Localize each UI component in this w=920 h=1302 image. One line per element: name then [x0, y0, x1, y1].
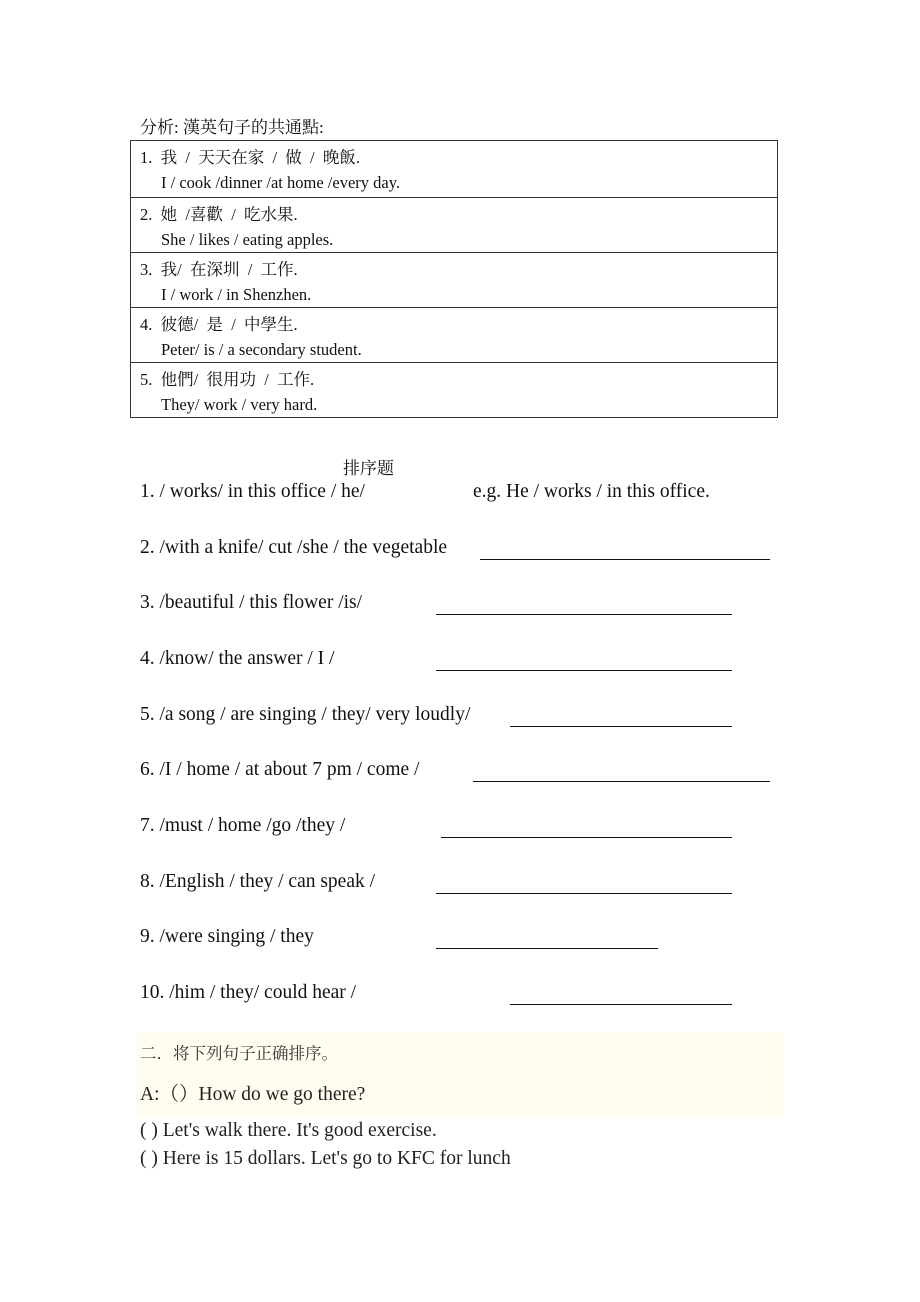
table-row [131, 141, 777, 197]
analysis-title: 分析: 漢英句子的共通點: [140, 118, 324, 137]
table-row [131, 252, 777, 307]
sorting-item: 4. /know/ the answer / I / [140, 648, 335, 669]
analysis-table [130, 140, 778, 418]
answer-blank[interactable] [436, 670, 732, 671]
table-row [131, 362, 777, 417]
english-sentence: I / work / in Shenzhen. [161, 285, 312, 304]
sorting-item: 2. /with a knife/ cut /she / the vegetable [140, 537, 448, 558]
table-row [131, 197, 777, 252]
sorting-item: 3. /beautiful / this flower /is/ [140, 592, 363, 613]
sorting-item: 6. /I / home / at about 7 pm / come / [140, 759, 420, 780]
sorting-item: 7. /must / home /go /they / [140, 815, 346, 836]
chinese-sentence: 5. 他們/ 很用功 / 工作. [140, 370, 315, 389]
dialogue-line: A:（）How do we go there? [140, 1084, 366, 1105]
table-row [131, 307, 777, 362]
english-sentence: She / likes / eating apples. [161, 230, 334, 249]
chinese-sentence: 4. 彼德/ 是 / 中學生. [140, 315, 298, 334]
answer-blank[interactable] [480, 559, 770, 560]
english-sentence: I / cook /dinner /at home /every day. [161, 173, 401, 192]
sorting-item: 9. /were singing / they [140, 926, 314, 947]
answer-blank[interactable] [441, 837, 732, 838]
answer-blank[interactable] [473, 781, 770, 782]
english-sentence: They/ work / very hard. [161, 395, 318, 414]
answer-blank[interactable] [436, 614, 732, 615]
chinese-sentence: 2. 她 /喜歡 / 吃水果. [140, 205, 298, 224]
dialogue-line: ( ) Let's walk there. It's good exercise. [140, 1120, 437, 1141]
sorting-item: 5. /a song / are singing / they/ very loudly/ [140, 704, 471, 725]
sorting-item: 1. / works/ in this office / he/ [140, 481, 365, 502]
sorting-item: 8. /English / they / can speak / [140, 871, 376, 892]
sorting-example: e.g. He / works / in this office. [473, 481, 710, 502]
sorting-title: 排序题 [343, 459, 394, 478]
answer-blank[interactable] [436, 893, 732, 894]
section2-title: 二．将下列句子正确排序。 [140, 1044, 338, 1063]
answer-blank[interactable] [436, 948, 658, 949]
dialogue-line: ( ) Here is 15 dollars. Let's go to KFC for lunch [140, 1148, 511, 1169]
sorting-item: 10. /him / they/ could hear / [140, 982, 357, 1003]
answer-blank[interactable] [510, 1004, 732, 1005]
english-sentence: Peter/ is / a secondary student. [161, 340, 362, 359]
chinese-sentence: 1. 我 / 天天在家 / 做 / 晚飯. [140, 148, 361, 167]
answer-blank[interactable] [510, 726, 732, 727]
chinese-sentence: 3. 我/ 在深圳 / 工作. [140, 260, 298, 279]
